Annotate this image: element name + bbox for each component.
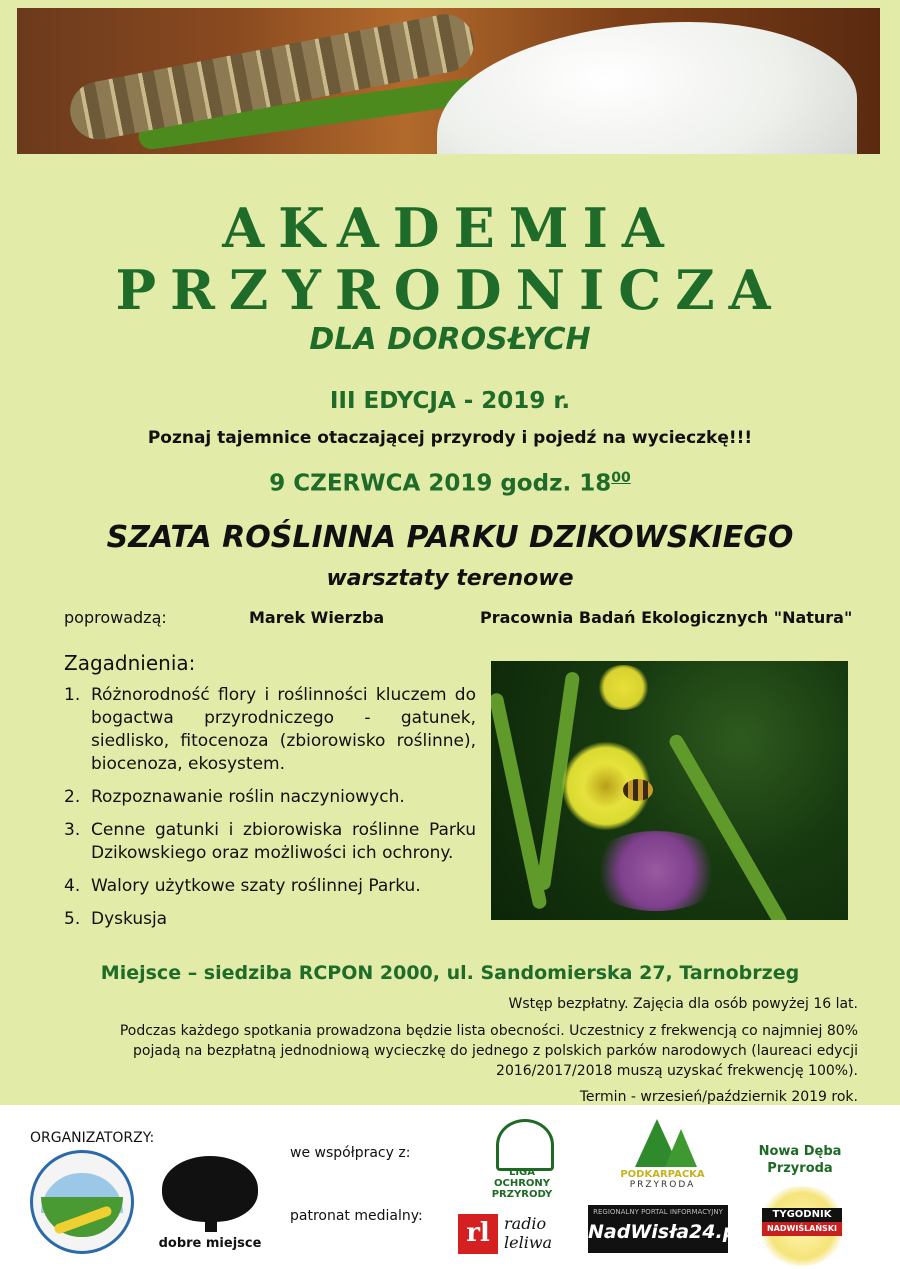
dobre-miejsce-text: dobre miejsce: [158, 1236, 262, 1251]
radio-leliwa-text: radio leliwa: [504, 1214, 553, 1252]
edition: III EDYCJA - 2019 r.: [329, 388, 571, 414]
issue-number: 5.: [64, 909, 81, 929]
issue-text: Walory użytkowe szaty roślinnej Parku.: [91, 876, 421, 896]
radio-leliwa-mark: rl: [458, 1214, 498, 1254]
list-item: [64, 875, 476, 898]
event-date-text: 9 CZERWCA 2019 godz. 18: [269, 470, 612, 497]
tygodnik-logo: [758, 1186, 846, 1266]
title-line-1: AKADEMIA: [222, 196, 678, 260]
podkarpacka-tree: [665, 1129, 697, 1167]
liga-logo: [490, 1119, 554, 1203]
issue-number: 4.: [64, 876, 81, 896]
issue-text: Różnorodność flory i roślinności kluczem do bogactwa przyrodniczego - gatunek, siedlisko, fitocenoza (zbiorowisko roślinne), biocenoza, ekosystem.: [91, 685, 476, 774]
issue-number: 3.: [64, 820, 81, 840]
rcpon-logo: [30, 1150, 134, 1254]
liga-logo-badge: [496, 1119, 554, 1171]
nadwisla-name: NadWisła24.pl: [588, 1221, 743, 1243]
subtitle: DLA DOROSŁYCH: [309, 322, 591, 357]
event-topic-sub: warsztaty terenowe: [326, 566, 574, 591]
tree-logo: [150, 1150, 270, 1254]
attendance-note: Podczas każdego spotkania prowadzona będzie lista obecności. Uczestnicy z frekwencją co najmniej 80% pojadą na bezpłatną jednodniową wycieczkę do jednego z polskich parków narodowych (laureaci edycji 2016/2017/2018 muszą uzyskać frekwencję 100%).: [119, 1023, 858, 1079]
podkarpacka-text-1: PODKARPACKA: [620, 1169, 705, 1180]
cooperation-label: we współpracy z:: [290, 1145, 411, 1161]
podkarpacka-logo: [615, 1119, 710, 1191]
issue-text: Dyskusja: [91, 909, 168, 929]
event-time-minutes: 00: [611, 470, 631, 486]
list-item: [64, 684, 476, 776]
photo-flower-purple: [586, 831, 726, 911]
photo-bee: [623, 779, 653, 801]
liga-logo-text: LIGA OCHRONY PRZYRODY: [491, 1167, 553, 1200]
slogan: Poznaj tajemnice otaczającej przyrody i pojedź na wycieczkę!!!: [147, 428, 753, 448]
media-label: patronat medialny:: [290, 1208, 423, 1224]
issue-text: Cenne gatunki i zbiorowiska roślinne Parku Dzikowskiego oraz możliwości ich ochrony.: [91, 820, 476, 863]
lead-name: Marek Wierzba: [249, 608, 385, 627]
hero-petal: [437, 22, 857, 154]
tree-logo-trunk: [205, 1212, 217, 1232]
caterpillar-photo: [17, 8, 880, 154]
event-topic: SZATA ROŚLINNA PARKU DZIKOWSKIEGO: [106, 520, 794, 555]
nadwisla-tagline: REGIONALNY PORTAL INFORMACYJNY: [593, 1208, 723, 1216]
radio-leliwa-logo: [458, 1214, 564, 1254]
entry-note: Wstęp bezpłatny. Zajęcia dla osób powyżej 16 lat.: [508, 996, 858, 1012]
flower-photo: [491, 661, 848, 920]
list-item: [64, 819, 476, 865]
event-place: Miejsce – siedziba RCPON 2000, ul. Sandomierska 27, Tarnobrzeg: [100, 962, 800, 984]
nowa-deba-logo: Nowa Dęba Przyroda: [758, 1144, 842, 1176]
lead-org: Pracownia Badań Ekologicznych "Natura": [480, 608, 853, 627]
list-item: [64, 908, 476, 931]
list-item: [64, 786, 476, 809]
nadwisla-logo: [588, 1205, 743, 1253]
organizers-label: ORGANIZATORZY:: [30, 1130, 155, 1146]
title-line-2: PRZYRODNICZA: [115, 258, 785, 322]
issues-list: [64, 684, 476, 941]
issues-heading: Zagadnienia:: [64, 651, 196, 675]
lead-label: poprowadzą:: [64, 608, 167, 627]
issue-number: 1.: [64, 685, 81, 705]
event-date: [0, 470, 900, 497]
issue-text: Rozpoznawanie roślin naczyniowych.: [91, 787, 405, 807]
photo-flower-top: [596, 665, 651, 710]
tygodnik-text-2: NADWIŚLAŃSKI: [762, 1222, 842, 1236]
tygodnik-text-1: TYGODNIK: [762, 1208, 842, 1222]
issue-number: 2.: [64, 787, 81, 807]
term-note: Termin - wrzesień/październik 2019 rok.: [579, 1089, 858, 1105]
podkarpacka-text-2: PRZYRODA: [629, 1180, 696, 1190]
